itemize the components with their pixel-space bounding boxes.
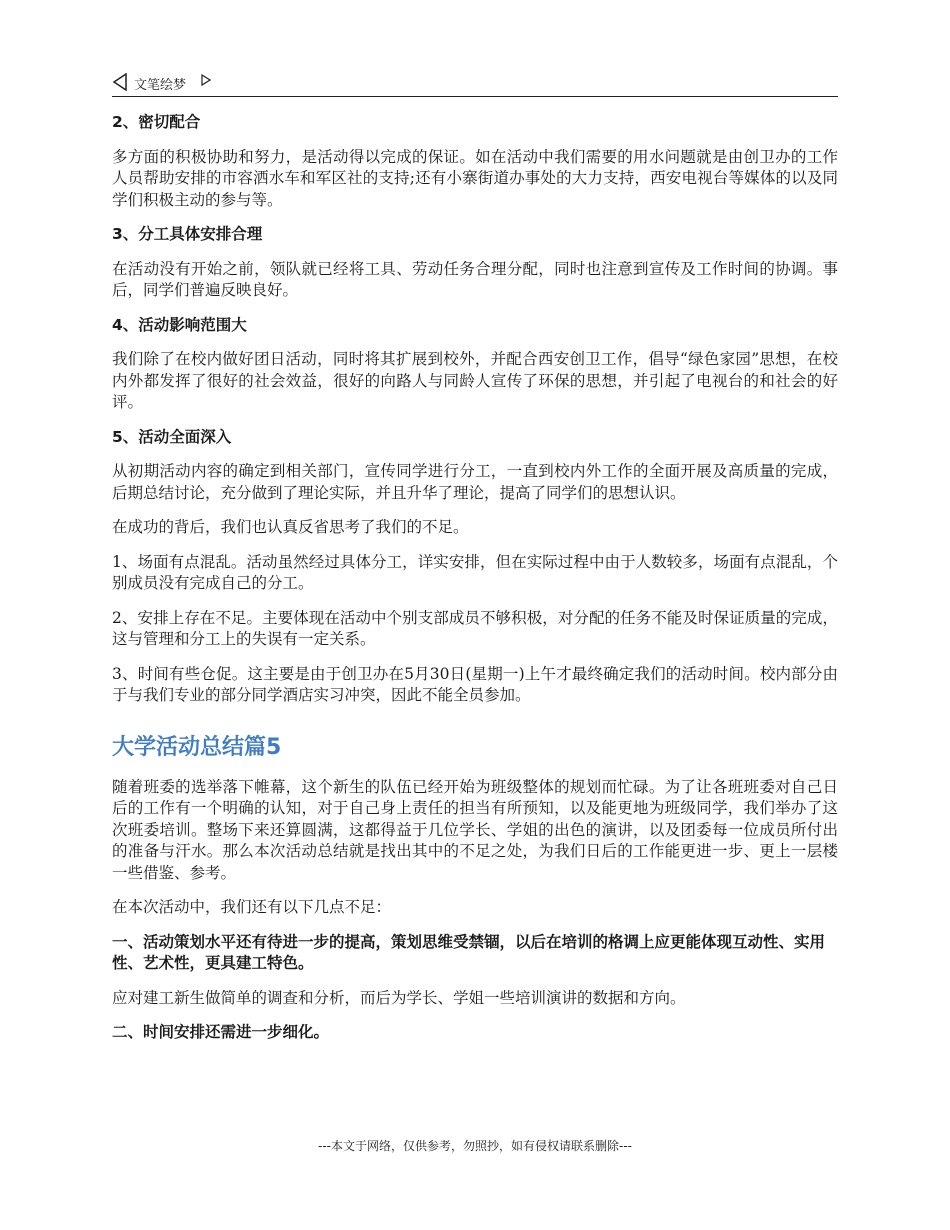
paragraph: 应对建工新生做简单的调查和分析，而后为学长、学姐一些培训演讲的数据和方向。 bbox=[112, 988, 686, 1007]
page-footer: ---本文于网络，仅供参考，勿照抄，如有侵权请联系删除--- bbox=[318, 1139, 632, 1153]
paragraph: 1、场面有点混乱。活动虽然经过具体分工，详实安排，但在实际过程中由于人数较多，场面有点混乱，个别成员没有完成自己的分工。 bbox=[112, 552, 838, 592]
paragraph: 我们除了在校内做好团日活动，同时将其扩展到校外，并配合西安创卫工作，倡导“绿色家园”思想，在校内外都发挥了很好的社会效益，很好的向路人与同龄人宣传了环保的思想，并引起了电视台的和社会的好评。 bbox=[112, 350, 838, 411]
left-triangle-icon bbox=[112, 73, 128, 91]
paragraph: 在本次活动中，我们还有以下几点不足： bbox=[112, 898, 392, 916]
paragraph: 多方面的积极协助和努力，是活动得以完成的保证。如在活动中我们需要的用水问题就是由创卫办的工作人员帮助安排的市容洒水车和军区社的支持;还有小寨街道办事处的大力支持，西安电视台等媒体的以及同学们积极主动的参与等。 bbox=[112, 147, 838, 209]
paragraph: 在活动没有开始之前，领队就已经将工具、劳动任务合理分配，同时也注意到宣传及工作时间的协调。事后，同学们普遍反映良好。 bbox=[112, 259, 838, 299]
heading-division-of-labor: 3、分工具体安排合理 bbox=[112, 225, 263, 243]
paragraph: 从初期活动内容的确定到相关部门，宣传同学进行分工，一直到校内外工作的全面开展及高质量的完成，后期总结讨论，充分做到了理论实际，并且升华了理论，提高了同学们的思想认识。 bbox=[112, 462, 838, 502]
heading-comprehensive: 5、活动全面深入 bbox=[112, 427, 232, 446]
header-brand: 文笔绘梦 bbox=[134, 78, 187, 93]
heading-planning: 一、活动策划水平还有待进一步的提高，策划思维受禁锢，以后在培训的格调上应更能体现互动性、实用性、艺术性，更具建工特色。 bbox=[112, 932, 826, 972]
right-triangle-icon bbox=[201, 74, 211, 86]
document-body bbox=[112, 112, 838, 1057]
heading-schedule: 二、时间安排还需进一步细化。 bbox=[112, 1023, 330, 1041]
paragraph: 在成功的背后，我们也认真反省思考了我们的不足。 bbox=[112, 518, 469, 536]
page-header bbox=[112, 70, 838, 97]
paragraph: 2、安排上存在不足。主要体现在活动中个别支部成员不够积极，对分配的任务不能及时保证质量的完成，这与管理和分工上的失误有一定关系。 bbox=[112, 608, 838, 648]
heading-cooperation: 2、密切配合 bbox=[112, 113, 201, 131]
heading-influence: 4、活动影响范围大 bbox=[112, 315, 247, 334]
paragraph: 随着班委的选举落下帷幕，这个新生的队伍已经开始为班级整体的规划而忙碌。为了让各班班委对自己日后的工作有一个明确的认知，对于自己身上责任的担当有所预知，以及能更地为班级同学，我们举办了这次班委培训。整场下来还算圆满，这都得益于几位学长、学姐的出色的演讲，以及团委每一位成员所付出的准备与汗水。那么本次活动总结就是找出其中的不足之处，为我们日后的工作能更进一步、更上一层楼一些借鉴、参考。 bbox=[112, 777, 838, 882]
paragraph: 3、时间有些仓促。这主要是由于创卫办在5月30日(星期一)上午才最终确定我们的活动时间。校内部分由于与我们专业的部分同学酒店实习冲突，因此不能全员参加。 bbox=[112, 664, 838, 704]
section-title: 大学活动总结篇5 bbox=[112, 734, 282, 760]
